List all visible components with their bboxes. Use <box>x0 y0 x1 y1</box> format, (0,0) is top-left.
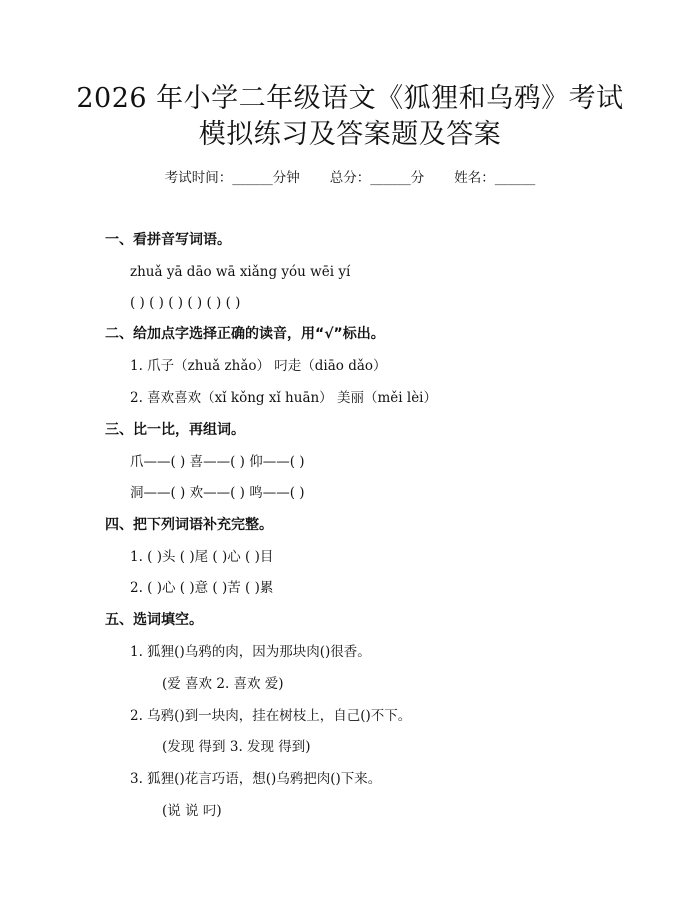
section-4-heading: 四、把下列词语补充完整。 <box>105 517 273 533</box>
question-line: 1. 爪子（zhuǎ zhǎo） 叼走（diāo dǎo） <box>130 358 387 374</box>
question-line: 3. 狐狸()花言巧语，想()乌鸦把肉()下来。 <box>130 771 382 787</box>
question-line: 1. 狐狸()乌鸦的肉，因为那块肉()很香。 <box>130 644 371 660</box>
word-choices-line: (说 说 叼) <box>162 803 222 819</box>
exam-time-field: 考试时间：______分钟 <box>164 170 300 186</box>
total-score-field: 总分：______分 <box>329 170 425 186</box>
word-choices-line: (爱 喜欢 2. 喜欢 爱) <box>162 676 284 692</box>
page-title-line-2: 模拟练习及答案题及答案 <box>198 119 502 150</box>
section-5-heading: 五、选词填空。 <box>105 612 203 628</box>
student-name-field: 姓名：______ <box>454 170 536 186</box>
section-3-heading: 三、比一比，再组词。 <box>105 422 245 438</box>
question-line: 2. 乌鸦()到一块肉，挂在树枝上，自己()不下。 <box>130 708 412 724</box>
question-line: 1. ( )头 ( )尾 ( )心 ( )目 <box>130 549 274 565</box>
exam-meta <box>0 169 700 187</box>
question-line: 2. ( )心 ( )意 ( )苦 ( )累 <box>130 580 274 596</box>
pinyin-line: zhuǎ yā dāo wā xiǎng yóu wēi yí <box>130 264 351 280</box>
question-line: 洞——( ) 欢——( ) 鸣——( ) <box>130 485 305 501</box>
section-2-heading: 二、给加点字选择正确的读音，用“√”标出。 <box>105 326 385 342</box>
page-title-line-1: 2026 年小学二年级语文《狐狸和乌鸦》考试 <box>76 83 624 114</box>
section-1-heading: 一、看拼音写词语。 <box>105 232 231 248</box>
question-line: 爪——( ) 喜——( ) 仰——( ) <box>130 454 305 470</box>
question-line: 2. 喜欢喜欢（xǐ kǒng xǐ huān） 美丽（měi lèi） <box>130 390 437 406</box>
word-choices-line: (发现 得到 3. 发现 得到) <box>162 739 311 755</box>
answer-blanks-line: ( ) ( ) ( ) ( ) ( ) ( ) <box>130 295 241 311</box>
